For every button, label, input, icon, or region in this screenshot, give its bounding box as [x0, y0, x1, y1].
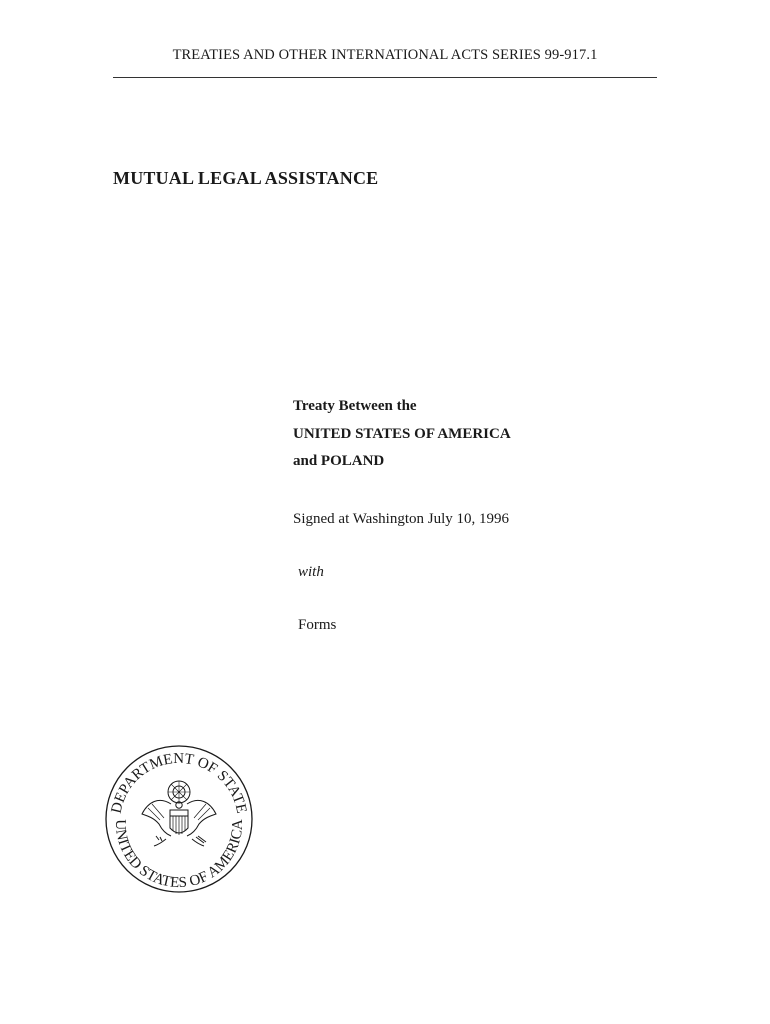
seal-bottom-text: UNITED STATES OF AMERICA [111, 819, 247, 892]
header-divider [113, 77, 657, 78]
signing-info: Signed at Washington July 10, 1996 [293, 511, 510, 527]
treaty-intro-line: Treaty Between the [293, 398, 417, 414]
with-label: with [298, 564, 324, 580]
seal-top-text: DEPARTMENT OF STATE [108, 750, 250, 815]
forms-label: Forms [298, 617, 337, 633]
treaty-party-usa: UNITED STATES OF AMERICA [293, 426, 511, 442]
department-of-state-seal [104, 744, 254, 894]
eagle-emblem-icon [142, 781, 216, 846]
document-title: MUTUAL LEGAL ASSISTANCE [113, 168, 379, 188]
treaty-party-poland: and POLAND [293, 453, 385, 469]
series-header: TREATIES AND OTHER INTERNATIONAL ACTS SERIES 99-917.1 [172, 47, 598, 63]
